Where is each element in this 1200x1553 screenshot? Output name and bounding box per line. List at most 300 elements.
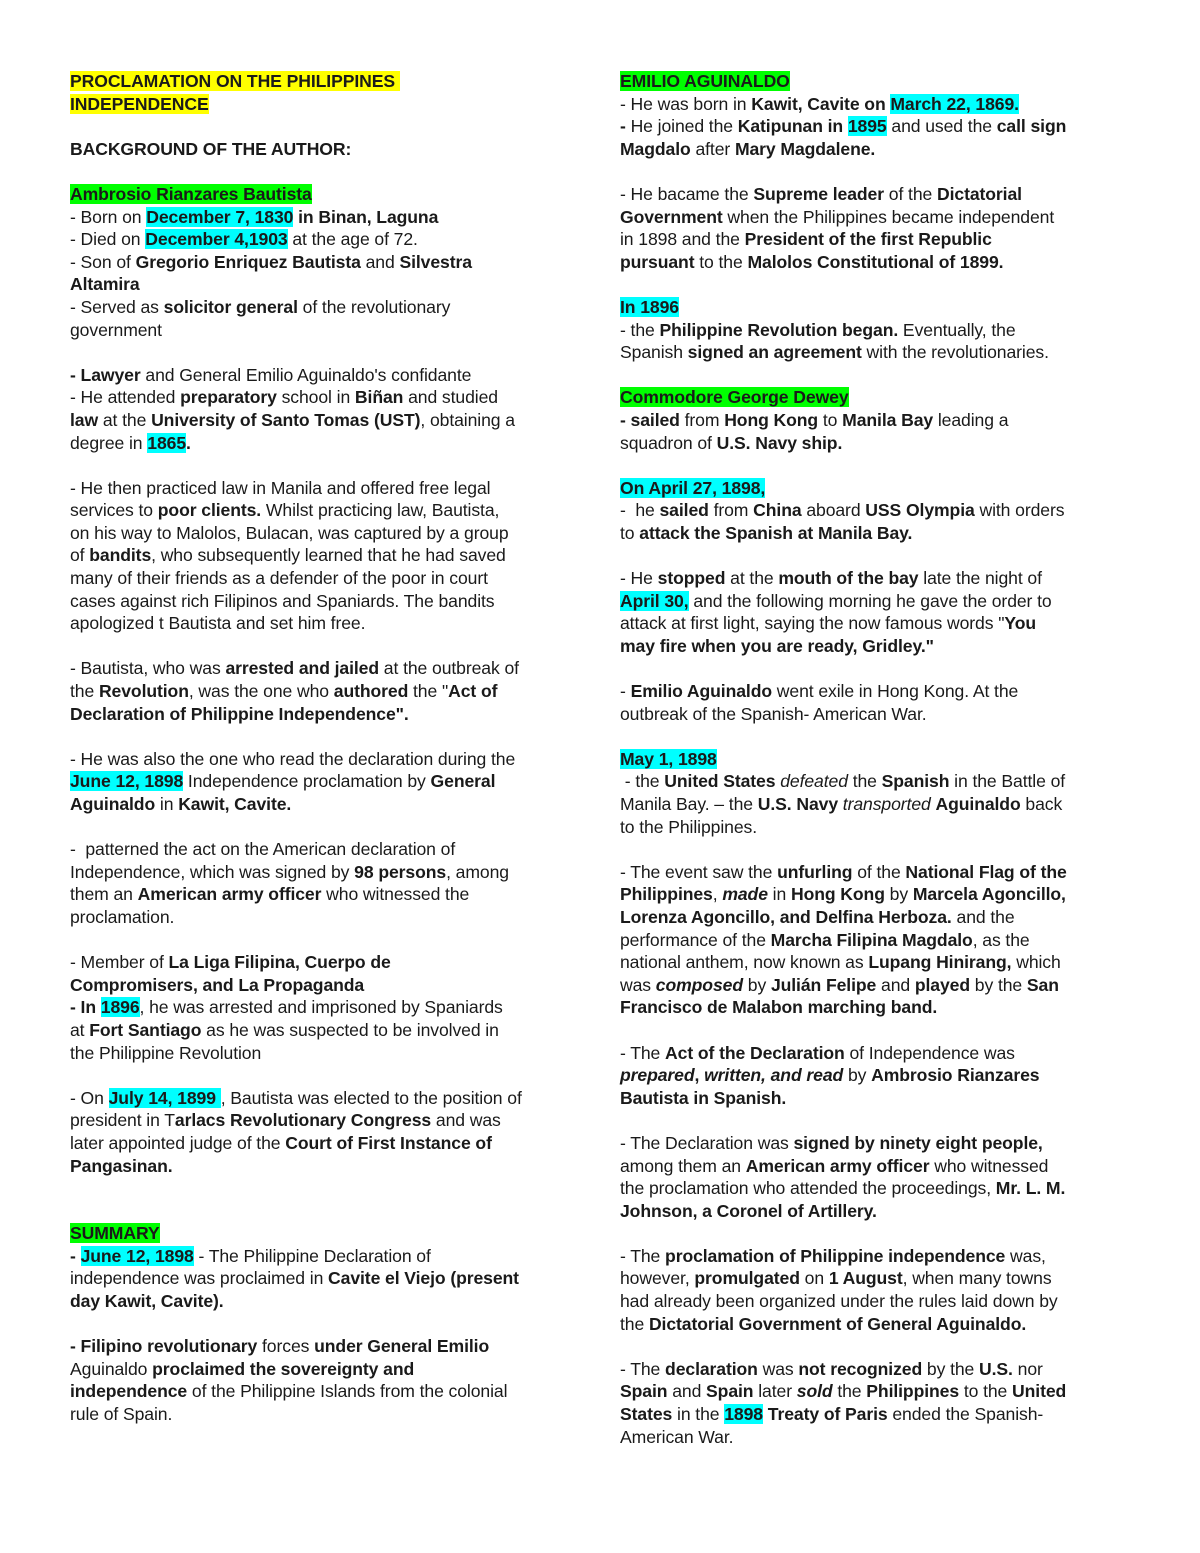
text-run: Pangasinan. [70, 1155, 173, 1176]
text-run: on [799, 1268, 829, 1289]
text-line [70, 296, 585, 319]
text-run: under General Emilio [314, 1336, 490, 1357]
highlighted-text: 1896 [100, 997, 140, 1018]
text-line [620, 1245, 1135, 1268]
highlighted-text: Commodore George Dewey [620, 387, 849, 408]
text-run: Mr. L. M. [995, 1178, 1066, 1199]
text-line [70, 590, 585, 613]
text-run: at [70, 1019, 90, 1040]
text-run: on his way to Malolos, Bulacan, was captured by a group [70, 522, 509, 543]
text-run: General [430, 771, 496, 792]
text-run: - The [620, 1042, 666, 1063]
text-run: law [70, 409, 99, 430]
text-run: pursuant [620, 251, 695, 272]
text-line [620, 1087, 1135, 1110]
text-run: and General Emilio Aguinaldo's confidante [140, 364, 472, 385]
text-run: - Bautista, who was [70, 658, 226, 679]
text-run: States [620, 1404, 673, 1425]
text-line [70, 409, 585, 432]
text-run: Lupang Hinirang, [868, 952, 1012, 973]
text-run: arlacs Revolutionary Congress [174, 1110, 432, 1131]
text-run: of Independence was [844, 1042, 1015, 1063]
text-run: to the Philippines. [620, 816, 757, 837]
text-run: , obtaining a [420, 409, 515, 430]
text-run: attack the Spanish at Manila Bay. [639, 522, 913, 543]
text-run: Declaration of Philippine Independence". [70, 703, 409, 724]
text-run: Revolution [98, 681, 189, 702]
text-run: written, and read [704, 1065, 844, 1086]
highlighted-text: PROCLAMATION ON THE PHILIPPINES [70, 71, 400, 91]
text-run: - He [620, 568, 658, 589]
text-run: from [679, 409, 725, 430]
text-run: school in [276, 387, 355, 408]
left-paragraph [70, 138, 585, 161]
text-line [620, 386, 1135, 409]
text-line [620, 1426, 1135, 1449]
text-run: back [1020, 794, 1063, 814]
text-line [620, 996, 1135, 1019]
text-line [620, 1200, 1135, 1223]
text-line [620, 251, 1135, 274]
text-run: at the age of 72. [287, 229, 418, 250]
highlighted-text: Ambrosio Rianzares Bautista [70, 183, 312, 204]
text-run: Manila Bay. – the [620, 794, 758, 814]
text-line [70, 1403, 585, 1426]
text-run: Spanish [620, 342, 688, 363]
text-run: Kawit, Cavite. [178, 794, 292, 814]
text-run: forces [257, 1336, 315, 1357]
text-run: them an [70, 884, 138, 905]
text-run: by [884, 884, 913, 905]
text-line [620, 590, 1135, 613]
text-run: Katipunan in [737, 116, 848, 137]
text-run: call sign [996, 116, 1067, 137]
text-run: of the [852, 861, 906, 882]
highlighted-text: 1865 [147, 432, 187, 453]
text-line [620, 883, 1135, 906]
text-run: - the [620, 319, 660, 340]
text-run: , Bautista was elected to the position of [220, 1087, 522, 1108]
text-run: president in T [70, 1110, 175, 1131]
text-run: attack at first light, saying the now famous words " [620, 613, 1005, 634]
right-paragraph [620, 861, 1135, 1019]
text-run: squadron of [620, 432, 717, 453]
text-line [620, 1064, 1135, 1087]
text-line [70, 228, 585, 251]
text-run: in 1898 and the [620, 229, 745, 250]
text-run: defeated [780, 771, 848, 792]
text-run: Julián Felipe [770, 974, 877, 995]
text-run: , [694, 1065, 705, 1086]
text-run: He joined the [630, 116, 738, 137]
text-run: La Liga Filipina, Cuerpo de [168, 952, 391, 973]
highlighted-text: 1895 [847, 116, 887, 137]
right-paragraph [620, 296, 1135, 364]
text-line [70, 657, 585, 680]
text-line [620, 70, 1135, 93]
text-run: . [186, 432, 191, 453]
text-run: Treaty of Paris [767, 1404, 888, 1425]
left-paragraph [70, 183, 585, 341]
text-run: may fire when you are ready, Gridley." [620, 635, 934, 656]
text-line [620, 906, 1135, 929]
text-run: U.S. Navy [757, 794, 838, 814]
right-paragraph [620, 477, 1135, 545]
text-run: in [155, 794, 179, 814]
text-run: and studied [403, 387, 498, 408]
left-paragraph [70, 70, 585, 115]
text-run: late the night of [918, 568, 1042, 589]
text-run: of the [883, 183, 937, 204]
text-run: government [70, 319, 162, 340]
right-paragraph [620, 1245, 1135, 1335]
text-line [70, 883, 585, 906]
text-line [620, 816, 1135, 839]
text-run: from [708, 500, 754, 521]
highlighted-text: July 14, 1899 [108, 1087, 221, 1108]
text-run: in [767, 884, 791, 905]
right-paragraph [620, 183, 1135, 273]
text-run: the [620, 1313, 649, 1334]
left-paragraph [70, 1335, 585, 1425]
text-run: however, [620, 1268, 695, 1289]
text-run: stopped [657, 568, 726, 589]
text-line [70, 703, 585, 726]
text-run: authored [333, 681, 409, 702]
text-run: signed an agreement [687, 342, 862, 363]
text-line [620, 183, 1135, 206]
highlighted-text: 1898 [724, 1404, 763, 1425]
text-run: solicitor general [163, 296, 298, 317]
text-line [70, 974, 585, 997]
text-run: University of Santo Tomas (UST) [151, 409, 421, 430]
text-run: mouth of the bay [778, 568, 919, 589]
text-line [70, 951, 585, 974]
text-run: transported [842, 794, 931, 814]
text-line [70, 770, 585, 793]
right-paragraph [620, 680, 1135, 725]
text-line [70, 1132, 585, 1155]
text-line [620, 974, 1135, 997]
text-run: to [620, 522, 640, 543]
text-line [620, 206, 1135, 229]
text-run: promulgated [694, 1268, 800, 1289]
text-run: among them an [620, 1155, 746, 1176]
text-run: , among [446, 861, 509, 882]
text-run: went exile in Hong Kong. At the [772, 681, 1019, 702]
text-run: was [620, 974, 656, 995]
left-paragraph [70, 477, 585, 635]
text-line [620, 635, 1135, 658]
text-run: - The Philippine Declaration of [193, 1245, 431, 1266]
text-run: as he was suspected to be involved in [201, 1019, 499, 1040]
text-run: later appointed judge of the [70, 1132, 286, 1153]
text-run: Hong Kong [790, 884, 885, 905]
text-line [620, 499, 1135, 522]
text-line [70, 1109, 585, 1132]
text-run: after [690, 138, 735, 159]
text-run: performance of the [620, 929, 771, 950]
text-run: 1 August [828, 1268, 903, 1289]
text-run: the " [408, 681, 449, 702]
text-run: Ambrosio Rianzares [871, 1065, 1040, 1086]
text-run: Marcela Agoncillo, [912, 884, 1066, 905]
text-run: sailed [659, 500, 709, 521]
text-run: - Died on [70, 229, 146, 250]
right-paragraph [620, 748, 1135, 838]
text-run: - Filipino revolutionary [70, 1336, 258, 1357]
text-run: by [742, 974, 771, 995]
text-run: Court of First Instance of [285, 1132, 492, 1153]
text-run: - He was born in [620, 93, 752, 114]
text-line [620, 793, 1135, 816]
text-line [70, 477, 585, 500]
highlighted-text: SUMMARY [70, 1223, 160, 1244]
text-run: Independence, which was signed by [70, 861, 355, 882]
text-line [70, 680, 585, 703]
text-line [620, 432, 1135, 455]
text-line [620, 1290, 1135, 1313]
text-run: Act of the Declaration [665, 1042, 845, 1063]
text-run: by [843, 1065, 872, 1086]
text-run: services to [70, 500, 158, 521]
text-run: the [70, 681, 99, 702]
text-run: Silvestra [399, 251, 472, 272]
text-run: U.S. Navy ship. [716, 432, 843, 453]
text-run: Kawit, Cavite on [751, 93, 891, 114]
text-run: , who subsequently learned that he had saved [151, 545, 506, 566]
text-run: of [70, 545, 90, 566]
text-line [620, 522, 1135, 545]
text-run: Magdalo [620, 138, 691, 159]
text-run: by the [970, 974, 1027, 995]
text-run: - The Declaration was [620, 1132, 794, 1153]
text-run: Philippines [866, 1381, 960, 1402]
left-paragraph [70, 657, 585, 725]
text-line [620, 1267, 1135, 1290]
text-run: - [620, 116, 631, 137]
text-run: American War. [620, 1426, 734, 1447]
text-line [620, 1132, 1135, 1155]
text-line [620, 1177, 1135, 1200]
text-line [620, 770, 1135, 793]
text-run: the Philippine Revolution [70, 1042, 262, 1063]
text-run: - Served as [70, 296, 164, 317]
text-run: U.S. [979, 1358, 1013, 1379]
text-run: independence was proclaimed in [70, 1268, 329, 1289]
text-line [620, 680, 1135, 703]
text-run: made [722, 884, 768, 905]
text-line [620, 1313, 1135, 1336]
text-run: Government [620, 206, 723, 227]
text-run: Dictatorial Government of General Aguinaldo. [648, 1313, 1027, 1334]
text-line [620, 567, 1135, 590]
text-run: Biñan [354, 387, 404, 408]
text-run: signed by ninety eight people, [793, 1132, 1043, 1153]
text-run: at the [725, 568, 779, 589]
text-run: Spain [706, 1381, 754, 1402]
text-run: United [1012, 1381, 1067, 1402]
text-line [620, 319, 1135, 342]
text-line [620, 228, 1135, 251]
text-run: National Flag of the [905, 861, 1067, 882]
text-line [620, 477, 1135, 500]
text-run: with the revolutionaries. [861, 342, 1049, 363]
text-run: 98 persons [354, 861, 447, 882]
text-run: - In [70, 997, 101, 1018]
text-line [70, 1335, 585, 1358]
left-column [70, 70, 585, 1448]
text-run: Hong Kong [724, 409, 819, 430]
text-line [70, 996, 585, 1019]
text-line [70, 319, 585, 342]
text-run: not recognized [798, 1358, 923, 1379]
text-line [70, 838, 585, 861]
text-run: who witnessed the [321, 884, 470, 905]
highlighted-text: INDEPENDENCE [70, 93, 209, 114]
right-paragraph [620, 70, 1135, 160]
text-line [620, 748, 1135, 771]
text-line [620, 115, 1135, 138]
right-paragraph [620, 1042, 1135, 1110]
text-line [70, 499, 585, 522]
text-line [70, 544, 585, 567]
text-line [620, 612, 1135, 635]
text-run: - patterned the act on the American declaration of [70, 839, 456, 860]
text-line [70, 861, 585, 884]
text-line [70, 251, 585, 274]
text-run: ended the Spanish- [887, 1404, 1044, 1425]
text-run: Aguinaldo [935, 794, 1021, 814]
text-run: USS Olympia [865, 500, 975, 521]
text-line [70, 1019, 585, 1042]
text-line [70, 1087, 585, 1110]
text-run: - The [620, 1358, 666, 1379]
text-run: United States [664, 771, 776, 792]
text-run: to [818, 409, 843, 430]
text-run: American army officer [137, 884, 322, 905]
highlighted-text: On April 27, 1898, [620, 477, 766, 498]
text-run: proclaimed the sovereignty and [152, 1358, 415, 1379]
text-run: to the [959, 1381, 1013, 1402]
text-run: was [757, 1358, 799, 1379]
text-run: , he was arrested and imprisoned by Spaniards [139, 997, 503, 1018]
text-line [620, 703, 1135, 726]
text-run: unfurling [777, 861, 853, 882]
text-line [620, 929, 1135, 952]
text-run: San [1026, 974, 1059, 995]
text-run: apologized t Bautista and set him free. [70, 613, 366, 634]
text-run: at the [98, 409, 152, 430]
text-run: Malolos Constitutional of 1899. [747, 251, 1004, 272]
text-run: in the Battle of [949, 771, 1066, 792]
text-run: had already been organized under the rules laid down by [620, 1291, 1058, 1312]
text-run: President of the first Republic [744, 229, 992, 250]
text-line [620, 951, 1135, 974]
highlighted-text: In 1896 [620, 296, 679, 317]
text-run: by the [922, 1358, 980, 1379]
text-line [70, 522, 585, 545]
text-run: cases against rich Filipinos and Spaniards. The bandits [70, 590, 495, 611]
text-line [70, 567, 585, 590]
text-run: of the Philippine Islands from the colonial [187, 1381, 508, 1402]
text-run: Spanish [881, 771, 950, 792]
text-run: - [620, 681, 631, 702]
text-run: in Binan, Laguna [293, 206, 439, 227]
right-paragraph [620, 386, 1135, 454]
text-run: bandits [89, 545, 152, 566]
text-run: - Lawyer [70, 364, 141, 385]
text-run: rule of Spain. [70, 1403, 173, 1424]
text-line [70, 1155, 585, 1178]
text-run: nor [1012, 1358, 1043, 1379]
text-run: aboard [801, 500, 866, 521]
text-line [620, 409, 1135, 432]
text-run: and [876, 974, 915, 995]
text-run: Bautista in Spanish. [620, 1087, 787, 1108]
text-run: played [914, 974, 970, 995]
text-run: Whilst practicing law, Bautista, [261, 500, 500, 521]
text-line [620, 138, 1135, 161]
text-run: to the [694, 251, 748, 272]
text-line [70, 1380, 585, 1403]
text-run: declaration [665, 1358, 758, 1379]
text-run: - He attended [70, 387, 181, 408]
text-run: - Born on [70, 206, 147, 227]
text-run: Dictatorial [936, 183, 1022, 204]
text-line [620, 1380, 1135, 1403]
text-run: - Member of [70, 952, 169, 973]
text-run: Eventually, the [898, 319, 1016, 340]
text-line [70, 612, 585, 635]
right-paragraph [620, 567, 1135, 657]
text-run: was, [1005, 1245, 1046, 1266]
highlighted-text: May 1, 1898 [620, 748, 717, 769]
text-run: the [847, 771, 882, 792]
text-run: - The event saw the [620, 861, 778, 882]
text-run: and the following morning he gave the order to [688, 590, 1052, 611]
text-line [70, 183, 585, 206]
text-run: and [360, 251, 400, 272]
left-paragraph [70, 748, 585, 816]
text-run: outbreak of the Spanish- American War. [620, 703, 927, 724]
left-paragraph [70, 838, 585, 928]
text-run: and used the [886, 116, 997, 137]
text-line [70, 364, 585, 387]
text-run: Independence proclamation by [183, 771, 431, 792]
text-run: leading a [933, 409, 1009, 430]
text-run: Gregorio Enriquez Bautista [135, 251, 361, 272]
text-run: Manila Bay [842, 409, 934, 430]
text-line [70, 748, 585, 771]
text-run: in the [672, 1404, 725, 1425]
text-run: - The [620, 1245, 666, 1266]
text-run: You [1004, 613, 1036, 634]
highlighted-text: December 4,1903 [145, 229, 288, 250]
text-line [70, 432, 585, 455]
right-paragraph [620, 1358, 1135, 1448]
text-run: Fort Santiago [89, 1019, 202, 1040]
text-run: Altamira [70, 274, 140, 295]
text-run: proclamation of Philippine independence [665, 1245, 1006, 1266]
text-run: Mary Magdalene. [734, 138, 876, 159]
text-run: American army officer [745, 1155, 930, 1176]
text-run: when the Philippines became independent [722, 206, 1055, 227]
text-run: Philippines [620, 884, 713, 905]
text-run: Lorenza Agoncillo, and Delfina Herboza. [620, 906, 952, 927]
text-run: Francisco de Malabon marching band. [620, 997, 938, 1018]
text-run: , when many towns [902, 1268, 1052, 1289]
